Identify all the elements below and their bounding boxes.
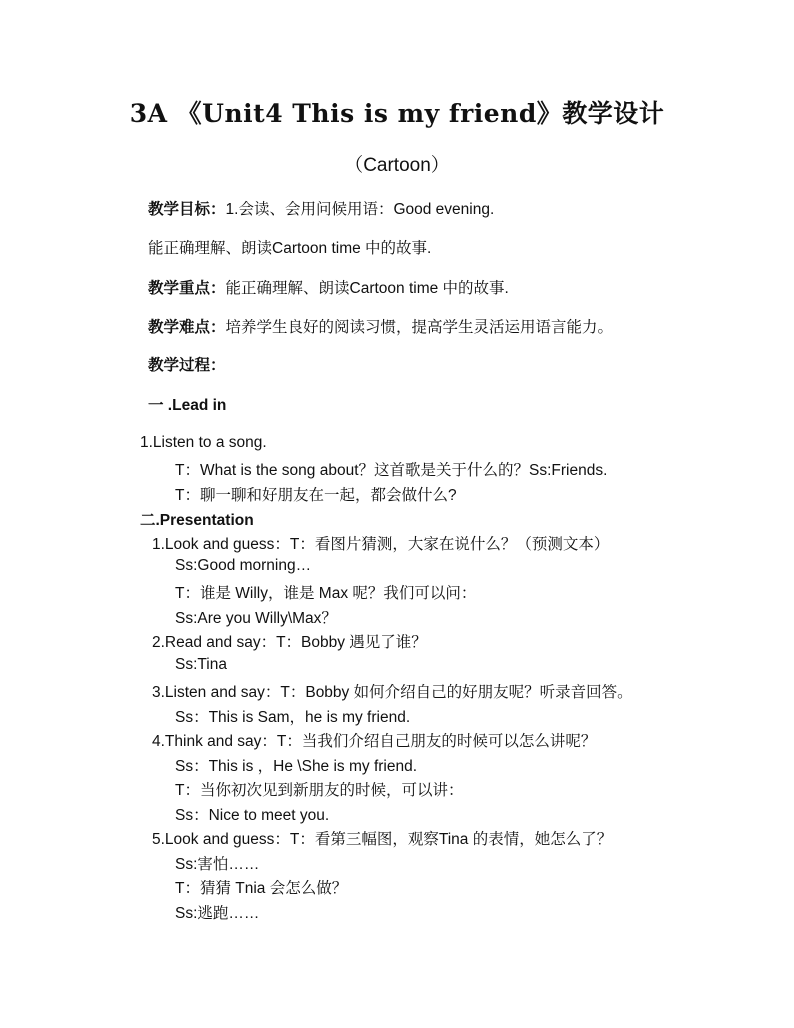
difficult-points-line (148, 315, 613, 337)
presentation-item-3-line-1: Ss：This is Sam，he is my friend. (175, 709, 411, 726)
presentation-item-2: 2.Read and say：T：Bobby 遇见了谁？ (152, 634, 427, 651)
presentation-item-4-line-3: Ss：Nice to meet you. (175, 807, 330, 824)
presentation-item-4-line-1: Ss：This is ，He \She is my friend. (175, 758, 418, 775)
presentation-item-1: 1.Look and guess：T：看图片猜测，大家在说什么？（预测文本） (152, 536, 610, 553)
objectives-label: 教学目标： (148, 201, 226, 218)
section-presentation-heading: 二.Presentation (140, 512, 254, 529)
process-label: 教学过程： (148, 357, 226, 374)
objectives-text: 1.会读、会用问候用语：Good evening. (225, 201, 495, 218)
document-subtitle: （Cartoon） (344, 155, 450, 176)
presentation-item-4: 4.Think and say：T：当我们介绍自己朋友的时候可以怎么讲呢？ (152, 733, 597, 750)
objectives-text-2: 能正确理解、朗读Cartoon time 中的故事. (148, 240, 432, 257)
presentation-item-1-line-3: Ss:Are you Willy\Max？ (175, 610, 337, 627)
difficult-points-label: 教学难点： (148, 319, 226, 336)
lead-in-item-1: 1.Listen to a song. (140, 434, 267, 451)
section-lead-in-heading: 一 .Lead in (148, 397, 227, 414)
presentation-item-1-line-2: T：谁是 Willy，谁是 Max 呢？我们可以问： (175, 585, 477, 602)
key-points-label: 教学重点： (148, 280, 226, 297)
key-points-text: 能正确理解、朗读Cartoon time 中的故事. (225, 280, 509, 297)
presentation-item-4-line-2: T：当你初次见到新朋友的时候，可以讲： (175, 782, 464, 799)
presentation-item-5-line-1: Ss:害怕…… (175, 856, 260, 873)
lead-in-item-1-teacher-2: T：聊一聊和好朋友在一起，都会做什么? (175, 487, 457, 504)
key-points-line (148, 276, 509, 298)
presentation-item-3: 3.Listen and say：T：Bobby 如何介绍自己的好朋友呢？听录音回答。 (152, 684, 633, 701)
lead-in-item-1-teacher-1: T：What is the song about？这首歌是关于什么的？Ss:Friends. (175, 462, 608, 479)
document-title: 3A 《Unit4 This is my friend》教学设计 (129, 99, 665, 128)
presentation-item-5: 5.Look and guess：T：看第三幅图，观察Tina 的表情，她怎么了？ (152, 831, 613, 848)
presentation-item-5-line-3: Ss:逃跑…… (175, 905, 260, 922)
objectives-line (148, 197, 494, 219)
difficult-points-text: 培养学生良好的阅读习惯，提高学生灵活运用语言能力。 (225, 319, 614, 336)
presentation-item-2-line-1: Ss:Tina (175, 656, 227, 673)
presentation-item-1-line-1: Ss:Good morning… (175, 557, 312, 574)
presentation-item-5-line-2: T：猜猜 Tnia 会怎么做？ (175, 880, 348, 897)
